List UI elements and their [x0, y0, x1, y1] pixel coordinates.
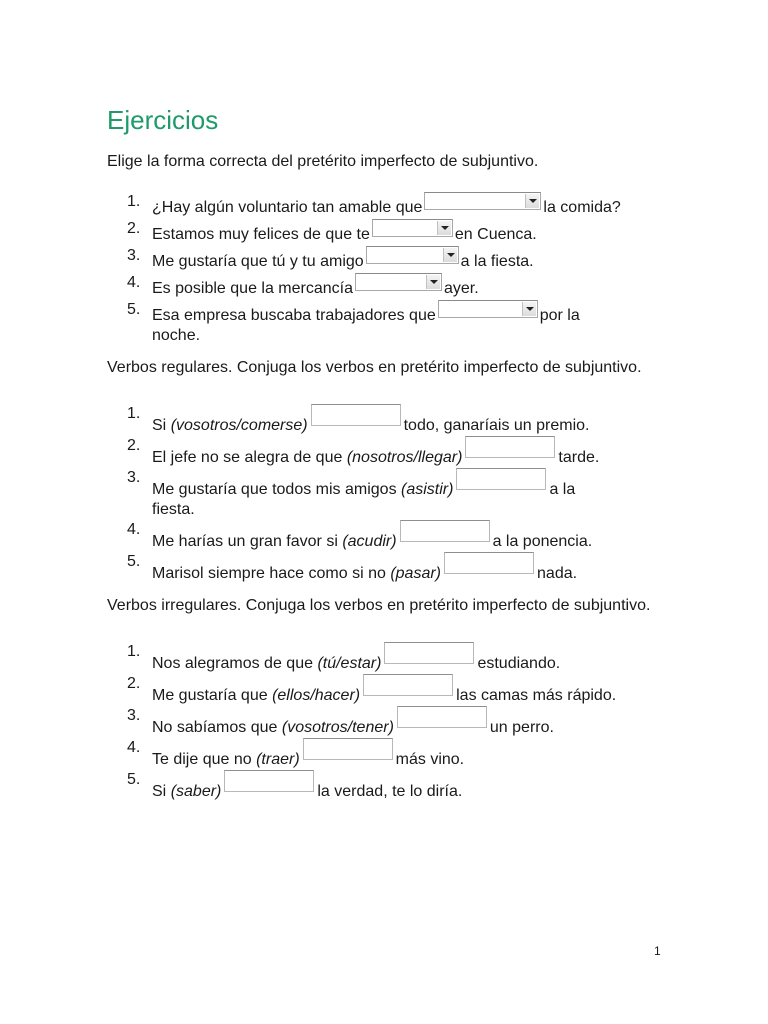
list-item: 1. Nos alegramos de que (tú/estar) estudiando.	[127, 643, 561, 672]
list-item: 4. Es posible que la mercancía ayer.	[127, 274, 479, 297]
verb-hint: (saber)	[170, 783, 222, 800]
list-item: 5. Si (saber) la verdad, te lo diría.	[127, 771, 463, 800]
item-text: en Cuenca.	[454, 226, 537, 243]
section2-instruction: Verbos regulares. Conjuga los verbos en pretérito imperfecto de subjuntivo.	[107, 359, 642, 376]
chevron-down-icon[interactable]	[437, 221, 451, 235]
answer-input[interactable]	[400, 520, 490, 542]
item-text: Me harías un gran favor si	[152, 533, 338, 550]
list-item: 4. Me harías un gran favor si (acudir) a la ponencia.	[127, 521, 593, 550]
item-text: por la	[539, 307, 580, 324]
answer-dropdown[interactable]	[366, 246, 459, 264]
chevron-down-icon[interactable]	[443, 248, 457, 262]
verb-hint: (acudir)	[342, 533, 397, 550]
answer-input[interactable]	[224, 770, 314, 792]
verb-hint: (nosotros/llegar)	[346, 449, 463, 466]
item-text: a la fiesta.	[460, 253, 534, 270]
answer-input[interactable]	[465, 436, 555, 458]
item-text: Es posible que la mercancía	[152, 280, 353, 297]
item-text: tarde.	[558, 449, 600, 466]
item-text: todo, ganaríais un premio.	[403, 417, 590, 434]
item-text: Me gustaría que	[152, 687, 268, 704]
page-title: Ejercicios	[107, 105, 219, 135]
section1-list	[107, 192, 667, 346]
answer-dropdown[interactable]	[372, 219, 453, 237]
verb-hint: (vosotros/tener)	[281, 719, 394, 736]
item-text: Si	[152, 417, 167, 434]
item-text: Marisol siempre hace como si no	[152, 565, 386, 582]
item-text: Te dije que no	[152, 751, 252, 768]
page-number: 1	[654, 944, 661, 958]
verb-hint: (asistir)	[401, 481, 454, 498]
item-text: nada.	[537, 565, 578, 582]
answer-dropdown[interactable]	[355, 273, 442, 291]
answer-input[interactable]	[397, 706, 487, 728]
section2-list	[107, 404, 667, 584]
section1-instruction: Elige la forma correcta del pretérito imperfecto de subjuntivo.	[107, 153, 539, 170]
list-item: 1. ¿Hay algún voluntario tan amable que la comida?	[127, 193, 621, 216]
item-text: ¿Hay algún voluntario tan amable que	[152, 199, 423, 216]
item-text: No sabíamos que	[152, 719, 278, 736]
item-text: la verdad, te lo diría.	[317, 783, 463, 800]
answer-dropdown[interactable]	[438, 300, 538, 318]
verb-hint: (tú/estar)	[317, 655, 382, 672]
answer-dropdown[interactable]	[424, 192, 541, 210]
item-text: un perro.	[489, 719, 554, 736]
item-text: la comida?	[543, 199, 621, 216]
item-text: Si	[152, 783, 167, 800]
list-item: 3. Me gustaría que tú y tu amigo a la fiesta.	[127, 247, 534, 270]
list-item: 2. Estamos muy felices de que te en Cuenca.	[127, 220, 537, 243]
list-item: 3. No sabíamos que (vosotros/tener) un perro.	[127, 707, 554, 736]
item-text: Nos alegramos de que	[152, 655, 313, 672]
item-text: ayer.	[444, 280, 479, 297]
list-item: 3. Me gustaría que todos mis amigos (asistir) a la fiesta.	[127, 469, 576, 518]
answer-input[interactable]	[311, 404, 401, 426]
item-text: fiesta.	[152, 501, 195, 518]
list-item: 4. Te dije que no (traer) más vino.	[127, 739, 465, 768]
item-text: Me gustaría que tú y tu amigo	[152, 253, 364, 270]
document-page	[107, 104, 667, 802]
item-text: Me gustaría que todos mis amigos	[152, 481, 397, 498]
item-text: estudiando.	[477, 655, 561, 672]
item-text: a la	[549, 481, 576, 498]
answer-input[interactable]	[384, 642, 474, 664]
item-text: Esa empresa buscaba trabajadores que	[152, 307, 436, 324]
section3-instruction: Verbos irregulares. Conjuga los verbos en pretérito imperfecto de subjuntivo.	[107, 597, 651, 614]
section3-list	[107, 642, 667, 802]
list-item: 5. Marisol siempre hace como si no (pasar) nada.	[127, 553, 578, 582]
item-text: Estamos muy felices de que te	[152, 226, 370, 243]
list-item: 2. El jefe no se alegra de que (nosotros/llegar) tarde.	[127, 437, 600, 466]
answer-input[interactable]	[456, 468, 546, 490]
item-text: más vino.	[395, 751, 465, 768]
answer-input[interactable]	[363, 674, 453, 696]
chevron-down-icon[interactable]	[426, 275, 440, 289]
chevron-down-icon[interactable]	[522, 302, 536, 316]
list-item: 5. Esa empresa buscaba trabajadores que por la noche.	[127, 301, 580, 344]
item-text: a la ponencia.	[492, 533, 593, 550]
list-item: 2. Me gustaría que (ellos/hacer) las camas más rápido.	[127, 675, 617, 704]
chevron-down-icon[interactable]	[525, 194, 539, 208]
verb-hint: (pasar)	[390, 565, 442, 582]
list-item: 1. Si (vosotros/comerse) todo, ganaríais un premio.	[127, 405, 590, 434]
item-text: las camas más rápido.	[456, 687, 617, 704]
answer-input[interactable]	[444, 552, 534, 574]
verb-hint: (traer)	[256, 751, 300, 768]
verb-hint: (ellos/hacer)	[272, 687, 361, 704]
verb-hint: (vosotros/comerse)	[170, 417, 308, 434]
answer-input[interactable]	[303, 738, 393, 760]
item-text: noche.	[152, 327, 201, 344]
item-text: El jefe no se alegra de que	[152, 449, 343, 466]
